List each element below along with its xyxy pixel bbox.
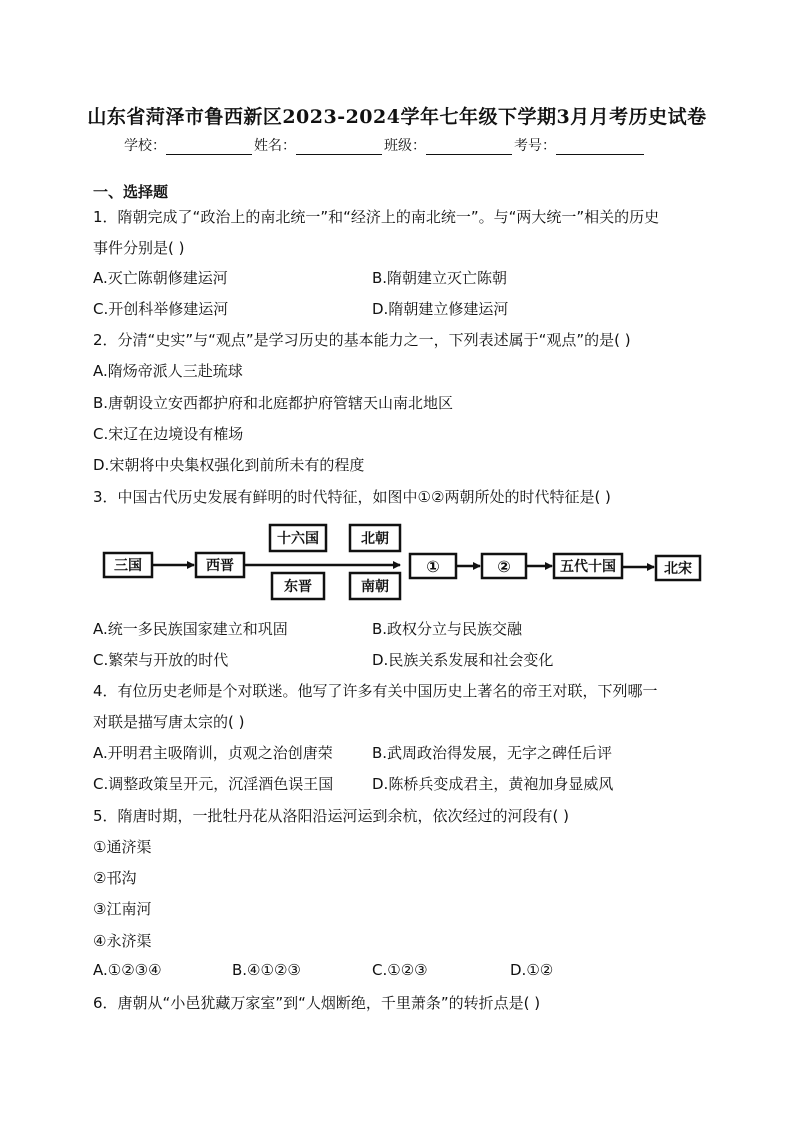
q1-option-a[interactable]: A.灭亡陈朝修建运河 bbox=[93, 269, 228, 287]
class-label: 班级： bbox=[384, 138, 426, 154]
q3-stem: 3．中国古代历史发展有鲜明的时代特征，如图中①②两朝所处的时代特征是( ) bbox=[93, 488, 611, 506]
school-label: 学校： bbox=[124, 138, 166, 154]
number-label: 考号： bbox=[514, 138, 556, 154]
class-field[interactable] bbox=[426, 140, 512, 155]
q5-option-a[interactable]: A.①②③④ bbox=[93, 961, 162, 979]
number-field[interactable] bbox=[556, 140, 644, 155]
q4-stem-line2: 对联是描写唐太宗的( ) bbox=[93, 713, 245, 731]
q2-option-c[interactable]: C.宋辽在边境设有榷场 bbox=[93, 425, 244, 443]
q4-option-c[interactable]: C.调整政策呈开元，沉淫酒色误王国 bbox=[93, 775, 334, 793]
label-dongjin: 东晋 bbox=[284, 579, 312, 595]
q2-option-a[interactable]: A.隋炀帝派人三赴琉球 bbox=[93, 362, 243, 380]
label-wudai: 五代十国 bbox=[560, 559, 616, 575]
student-info-row bbox=[124, 135, 646, 155]
q5-item-4: ④永济渠 bbox=[93, 932, 152, 950]
q4-stem-line1: 4．有位历史老师是个对联迷。他写了许多有关中国历史上著名的帝王对联，下列哪一 bbox=[93, 682, 658, 700]
name-label: 姓名： bbox=[254, 138, 296, 154]
q2-option-b[interactable]: B.唐朝设立安西都护府和北庭都护府管辖天山南北地区 bbox=[93, 394, 454, 412]
dynasty-flow-diagram bbox=[0, 518, 794, 618]
page-title: 山东省菏泽市鲁西新区2023-2024学年七年级下学期3月月考历史试卷 bbox=[87, 106, 707, 128]
q6-stem: 6．唐朝从“小邑犹藏万家室”到“人烟断绝，千里萧条”的转折点是( ) bbox=[93, 994, 541, 1012]
label-two: ② bbox=[497, 557, 511, 576]
q1-option-b[interactable]: B.隋朝建立灭亡陈朝 bbox=[372, 269, 508, 287]
q2-option-d[interactable]: D.宋朝将中央集权强化到前所未有的程度 bbox=[93, 456, 365, 474]
label-sanguo: 三国 bbox=[114, 558, 142, 574]
q1-option-d[interactable]: D.隋朝建立修建运河 bbox=[372, 300, 509, 318]
q5-item-2: ②邗沟 bbox=[93, 869, 137, 887]
q1-stem-line1: 1．隋朝完成了“政治上的南北统一”和“经济上的南北统一”。与“两大统一”相关的历史 bbox=[93, 208, 660, 226]
q4-option-a[interactable]: A.开明君主吸隋训，贞观之治创唐荣 bbox=[93, 744, 333, 762]
label-nanchao: 南朝 bbox=[361, 579, 389, 595]
q5-item-1: ①通济渠 bbox=[93, 838, 152, 856]
q5-option-d[interactable]: D.①② bbox=[510, 961, 554, 979]
label-one: ① bbox=[426, 557, 440, 576]
label-shiliuguo: 十六国 bbox=[277, 531, 319, 547]
q1-stem-line2: 事件分别是( ) bbox=[93, 239, 185, 257]
q3-option-b[interactable]: B.政权分立与民族交融 bbox=[372, 620, 523, 638]
q3-option-c[interactable]: C.繁荣与开放的时代 bbox=[93, 651, 229, 669]
q5-item-3: ③江南河 bbox=[93, 900, 152, 918]
q3-option-a[interactable]: A.统一多民族国家建立和巩固 bbox=[93, 620, 288, 638]
q3-option-d[interactable]: D.民族关系发展和社会变化 bbox=[372, 651, 554, 669]
label-beichao: 北朝 bbox=[361, 531, 389, 547]
q5-stem: 5．隋唐时期，一批牡丹花从洛阳沿运河运到余杭，依次经过的河段有( ) bbox=[93, 807, 570, 825]
q1-option-c[interactable]: C.开创科举修建运河 bbox=[93, 300, 229, 318]
school-field[interactable] bbox=[166, 140, 252, 155]
q5-option-b[interactable]: B.④①②③ bbox=[232, 961, 301, 979]
q4-option-d[interactable]: D.陈桥兵变成君主，黄袍加身显威风 bbox=[372, 775, 614, 793]
name-field[interactable] bbox=[296, 140, 382, 155]
section-heading: 一、选择题 bbox=[93, 183, 169, 201]
q5-option-c[interactable]: C.①②③ bbox=[372, 961, 428, 979]
label-xijin: 西晋 bbox=[206, 558, 234, 574]
label-beisong: 北宋 bbox=[664, 561, 692, 577]
q2-stem: 2．分清“史实”与“观点”是学习历史的基本能力之一，下列表述属于“观点”的是( ) bbox=[93, 331, 631, 349]
q4-option-b[interactable]: B.武周政治得发展，无字之碑任后评 bbox=[372, 744, 613, 762]
